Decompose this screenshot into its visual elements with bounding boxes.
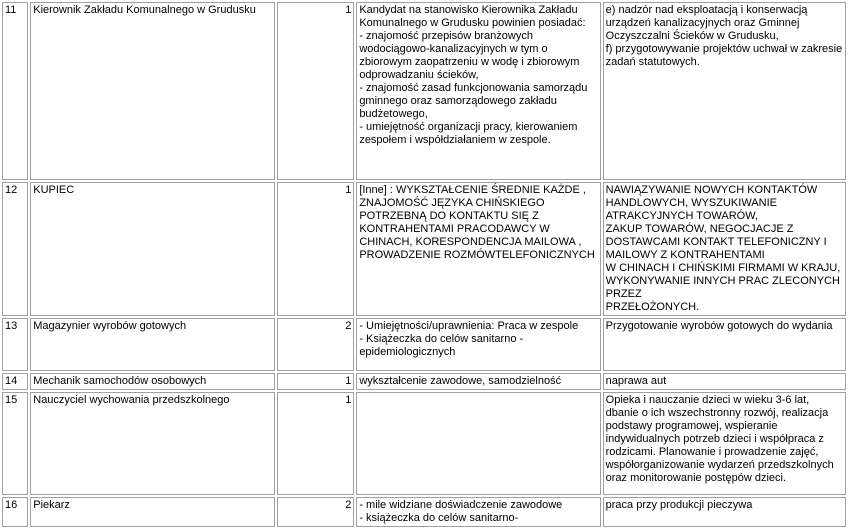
requirements-cell bbox=[356, 2, 600, 180]
vacancy-count: 1 bbox=[277, 2, 355, 180]
duty-line: naprawa aut bbox=[605, 375, 667, 387]
duties-cell bbox=[603, 2, 846, 180]
duty-line: W CHINACH I CHIŃSKIMI FIRMAMI W KRAJU, WYKONYWANIE INNYCH PRAC ZLECONYCH PRZEZ bbox=[605, 262, 841, 300]
table-row bbox=[2, 497, 846, 527]
duties-cell bbox=[603, 392, 846, 495]
duty-line: PRZEŁOŻONYCH. bbox=[605, 301, 700, 313]
requirements-cell bbox=[356, 497, 600, 527]
requirement-line: - książeczka do celów sanitarno- bbox=[359, 512, 519, 524]
table-row bbox=[2, 182, 846, 316]
row-number: 13 bbox=[2, 318, 28, 371]
row-number: 15 bbox=[2, 392, 28, 495]
table-row bbox=[2, 392, 846, 495]
vacancy-count: 1 bbox=[277, 373, 355, 390]
requirement-line: - mile widziane doświadczenie zawodowe bbox=[359, 499, 563, 511]
duties-cell bbox=[603, 318, 846, 371]
duty-line: e) nadzór nad eksploatacją i konserwacją urządzeń kanalizacyjnych oraz Gminnej Oczyszczalni Ścieków w Grudusku, bbox=[605, 4, 808, 42]
job-title: KUPIEC bbox=[30, 182, 274, 316]
requirement-line: [Inne] : WYKSZTAŁCENIE ŚREDNIE KAŻDE , ZNAJOMOŚĆ JĘZYKA CHIŃSKIEGO POTRZEBNĄ DO KONTAKTU SIĘ Z KONTRAHENTAMI PRACODAWCY W CHINACH, KORESPONDENCJA MAILOWA , PROWADZENIE ROZMÓWTELEFONICZNYCH bbox=[359, 184, 595, 261]
requirement-line: - umiejętność organizacji pracy, kierowaniem zespołem i współdziałaniem w zespole. bbox=[359, 121, 578, 146]
requirements-cell bbox=[356, 373, 600, 390]
duty-line: Opieka i nauczanie dzieci w wieku 3-6 lat, dbanie o ich wszechstronny rozwój, realizacja podstawy programowej, wspieranie indywidualnych potrzeb dzieci i współpraca z rodzicami. Planowanie i prowadzenie zajęć, współorganizowanie wydarzeń przedszkolnych oraz monitorowanie postępów dzieci. bbox=[605, 394, 834, 484]
vacancy-count: 2 bbox=[277, 497, 355, 527]
requirements-cell bbox=[356, 318, 600, 371]
job-title: Kierownik Zakładu Komunalnego w Grudusku bbox=[30, 2, 274, 180]
job-title: Piekarz bbox=[30, 497, 274, 527]
vacancy-count: 2 bbox=[277, 318, 355, 371]
requirements-cell bbox=[356, 392, 600, 495]
job-title: Mechanik samochodów osobowych bbox=[30, 373, 274, 390]
requirement-line: wykształcenie zawodowe, samodzielność bbox=[359, 375, 562, 387]
requirement-line: Kandydat na stanowisko Kierownika Zakładu Komunalnego w Grudusku powinien posiadać: bbox=[359, 4, 586, 29]
vacancy-count: 1 bbox=[277, 182, 355, 316]
table-row bbox=[2, 373, 846, 390]
row-number: 11 bbox=[2, 2, 28, 180]
duties-cell bbox=[603, 497, 846, 527]
duty-line: f) przygotowywanie projektów uchwał w zakresie zadań statutowych. bbox=[605, 43, 843, 68]
requirement-line: - Umiejętności/uprawnienia: Praca w zespole bbox=[359, 320, 579, 332]
requirement-line: - znajomość zasad funkcjonowania samorządu gminnego oraz samorządowego zakładu budżetowego, bbox=[359, 82, 588, 120]
row-number: 12 bbox=[2, 182, 28, 316]
duties-cell bbox=[603, 182, 846, 316]
table-row bbox=[2, 318, 846, 371]
requirement-line: - znajomość przepisów branżowych wodociągowo-kanalizacyjnych w tym o zbiorowym zaopatrzeniu w wodę i zbiorowym odprowadzaniu ścieków, bbox=[359, 30, 580, 81]
requirement-line: - Książeczka do celów sanitarno - epidemiologicznych bbox=[359, 333, 524, 358]
row-number: 16 bbox=[2, 497, 28, 527]
vacancy-count: 1 bbox=[277, 392, 355, 495]
row-number: 14 bbox=[2, 373, 28, 390]
duty-line: Przygotowanie wyrobów gotowych do wydania bbox=[605, 320, 833, 332]
table-row bbox=[2, 2, 846, 180]
job-title: Nauczyciel wychowania przedszkolnego bbox=[30, 392, 274, 495]
duty-line: NAWIĄZYWANIE NOWYCH KONTAKTÓW HANDLOWYCH, WYSZUKIWANIE ATRAKCYJNYCH TOWARÓW, bbox=[605, 184, 818, 222]
job-title: Magazynier wyrobów gotowych bbox=[30, 318, 274, 371]
duty-line: ZAKUP TOWARÓW, NEGOCJACJE Z DOSTAWCAMI KONTAKT TELEFONICZNY I MAILOWY Z KONTRAHENTAMI bbox=[605, 223, 827, 261]
duties-cell bbox=[603, 373, 846, 390]
requirements-cell bbox=[356, 182, 600, 316]
duty-line: praca przy produkcji pieczywa bbox=[605, 499, 753, 511]
